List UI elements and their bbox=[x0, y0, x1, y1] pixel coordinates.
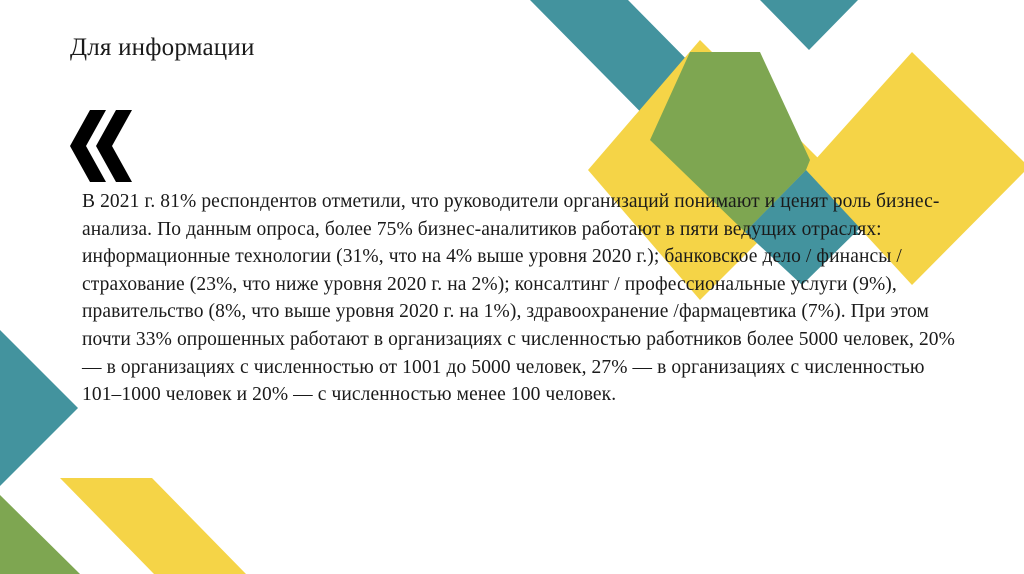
teal-triangle-top-right bbox=[760, 0, 858, 50]
teal-triangle-left bbox=[0, 330, 78, 486]
yellow-band-bottom bbox=[60, 478, 246, 574]
green-triangle-bottom-left bbox=[0, 495, 80, 574]
body-paragraph: В 2021 г. 81% респондентов отметили, что руководители организаций понимают и ценят роль бизнес-анализа. По данным опроса, более 75% бизнес-аналитиков работают в пяти ведущих отраслях: информационные технологии (31%, что на 4% выше уровня 2020 г.); банковское дело / финансы / страхование (23%, что ниже уровня 2020 г. на 2%); консалтинг / профессиональные услуги (9%), правительство (8%, что выше уровня 2020 г. на 1%), здравоохранение /фармацевтика (7%). При этом почти 33% опрошенных работают в организациях с численностью работников более 5000 человек, 20% — в организациях с численностью от 1001 до 5000 человек, 27% — в организациях с численностью 101–1000 человек и 20% — с численностью менее 100 человек. bbox=[82, 191, 955, 406]
quote-mark-icon bbox=[68, 110, 134, 182]
slide-title: Для информации bbox=[70, 34, 255, 61]
